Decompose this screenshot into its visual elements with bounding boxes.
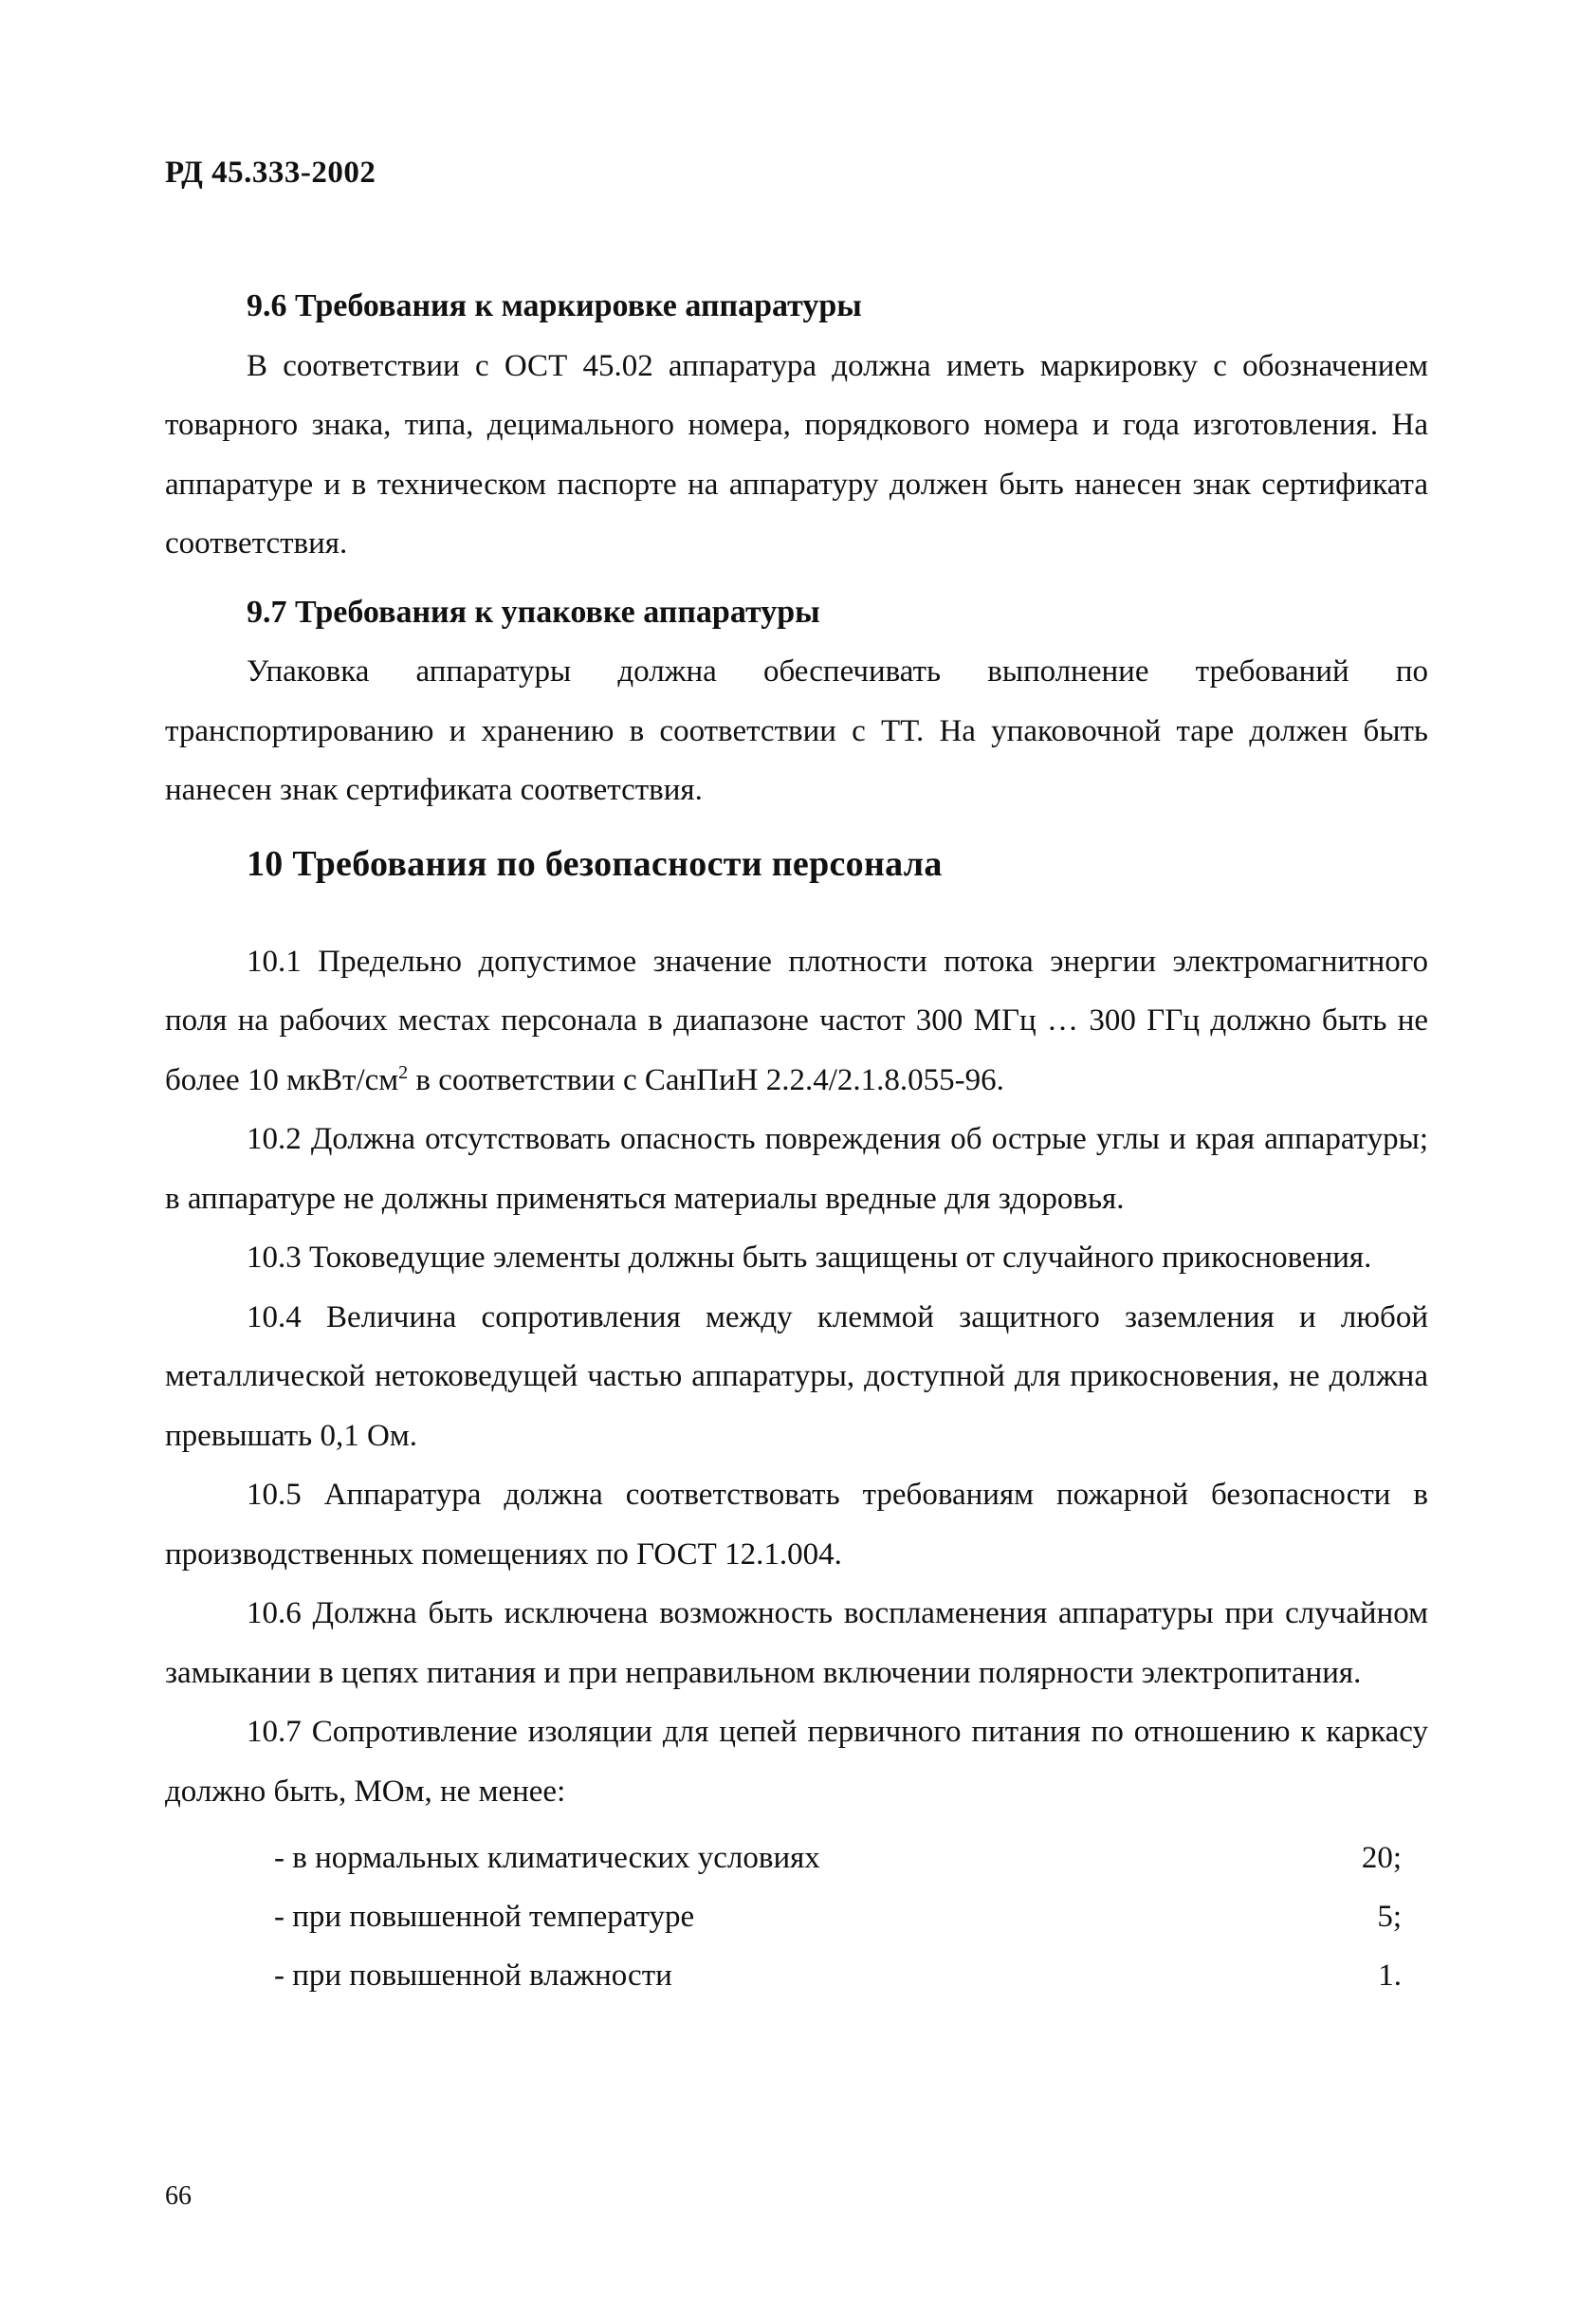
paragraph-10-7: 10.7 Сопротивление изоляции для цепей первичного питания по отношению к каркасу должно быть, МОм, не менее: [165, 1715, 1428, 1809]
list-item [165, 1887, 1428, 1946]
paragraph-10-2: 10.2 Должна отсутствовать опасность повреждения об острые углы и края аппаратуры; в аппаратуре не должны применяться материалы вредные для здоровья. [165, 1122, 1428, 1216]
insulation-resistance-list [165, 1829, 1428, 2005]
superscript-2: 2 [398, 1061, 409, 1083]
paragraph-10-3: 10.3 Токоведущие элементы должны быть защищены от случайного прикосновения. [247, 1241, 1372, 1275]
list-item-label: - при повышенной температуре [274, 1900, 695, 1934]
list-item-label: - в нормальных климатических условиях [274, 1841, 820, 1875]
list-item-value: 20; [1361, 1841, 1402, 1875]
list-item [165, 1946, 1428, 2005]
section-9-7-text: Упаковка аппаратуры должна обеспечивать выполнение требований по транспортированию и хранению в соответствии с ТТ. На упаковочной таре должен быть нанесен знак сертификата соответствия. [165, 654, 1428, 807]
page-number: 66 [165, 2181, 192, 2211]
paragraph-10-5: 10.5 Аппаратура должна соответствовать требованиям пожарной безопасности в производственных помещениях по ГОСТ 12.1.004. [165, 1478, 1428, 1572]
list-item [165, 1829, 1428, 1887]
chapter-10-title: 10 Требования по безопасности персонала [247, 843, 943, 884]
paragraph-10-6: 10.6 Должна быть исключена возможность воспламенения аппаратуры при случайном замыкании в цепях питания и при неправильном включении полярности электропитания. [165, 1596, 1428, 1690]
list-item-value: 1. [1378, 1958, 1402, 1993]
section-9-6-text: В соответствии с ОСТ 45.02 аппаратура должна иметь маркировку с обозначением товарного знака, типа, децимального номера, порядкового номера и года изготовления. На аппаратуре и в техническом паспорте на аппаратуру должен быть нанесен знак сертификата соответствия. [165, 348, 1428, 561]
section-9-6-title: 9.6 Требования к маркировке аппаратуры [247, 288, 862, 323]
document-body [165, 277, 1428, 2005]
paragraph-10-1 [165, 932, 1428, 1111]
paragraph-10-1-tail: в соответствии с СанПиН 2.2.4/2.1.8.055-96. [408, 1062, 1004, 1097]
section-9-7-title: 9.7 Требования к упаковке аппаратуры [247, 594, 820, 630]
paragraph-10-4: 10.4 Величина сопротивления между клеммой защитного заземления и любой металлической нетоковедущей частью аппаратуры, доступной для прикосновения, не должна превышать 0,1 Ом. [165, 1299, 1428, 1453]
list-item-value: 5; [1377, 1900, 1402, 1934]
list-item-label: - при повышенной влажности [274, 1958, 672, 1993]
document-code: РД 45.333-2002 [165, 156, 376, 190]
paragraph-10-1-main: 10.1 Предельно допустимое значение плотности потока энергии электромагнитного поля на рабочих местах персонала в диапазоне частот 300 МГц … 300 ГГц должно быть не более 10 мкВт/см [165, 944, 1428, 1097]
